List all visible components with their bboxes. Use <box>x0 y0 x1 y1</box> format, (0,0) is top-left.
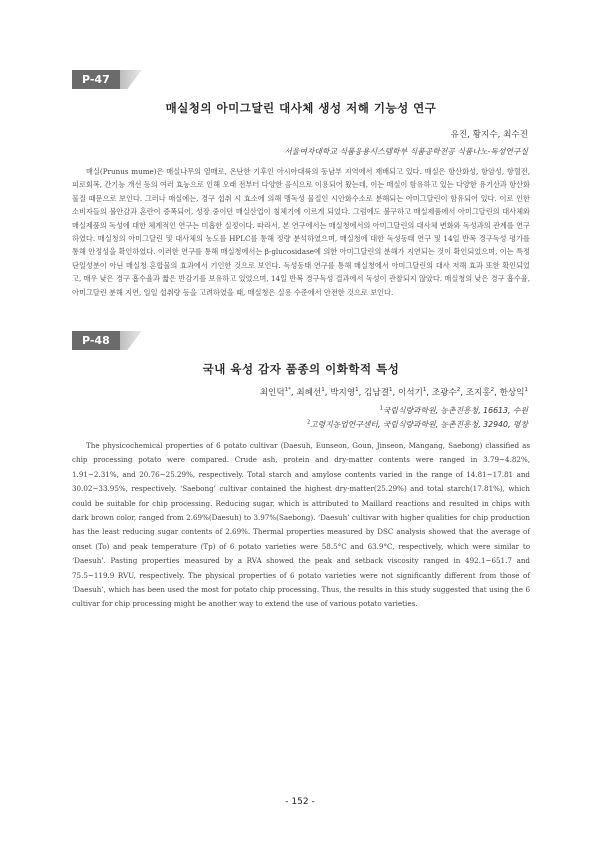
author-sup: 1 <box>422 387 427 394</box>
abstract-body: 매실(Prunus mume)은 매실나무의 열매로, 온난한 기후인 아시아대륙의 동남부 지역에서 재배되고 있다. 매실은 항산화성, 항암성, 항혈전, 피로회복, 간기능 개선 등의 여러 효능으로 인해 오래 전부터 다양한 음식으로 이용되어 왔는데, 이는 매실이 함유하고 있는 다양한 유기산과 항산화물질 때문으로 보인다. 그러나 매실에는, 경구 섭취 시 효소에 의해 맹독성 물질인 시안화수소로 분해되는 아미그달린이 함유되어 있다. 이로 인한 소비자들의 불안감과 혼란이 증폭되어, 성장 중이던 매실산업이 침체기에 이르게 되었다. 그럼에도 불구하고 매실제품에서 아미그달린의 대사체와 매실제품의 독성에 대한 체계적인 연구는 미흡한 실정이다. 따라서, 본 연구에서는 매실청에서의 아미그달린의 대사체 변화와 독성과의 관계를 연구하였다. 매실청의 아미그달린 및 대사체의 농도를 HPLC를 통해 정량 분석하였으며, 매실청에 대한 독성동태 연구 및 14일 반복 경구독성 평가를 통해 안정성을 확인하였다. 이러한 연구를 통해 매실청에서는 β-glucosidase에 의한 아미그달린의 분해가 지연되는 것이 확인되었으며, 이는 특정 단일성분이 아닌 매실청 혼합물의 효과에서 기인한 것으로 보인다. 독성동태 연구를 통해 매실청에서 아미그달린의 대사 저해 효과 또한 확인되었고, 매우 낮은 경구 흡수율과 짧은 반감기를 보유하고 있었으며, 14일 반복 경구독성 결과에서 독성이 관찰되지 않았다. 매실청의 낮은 경구 흡수율, 아미그달린 분해 지연, 일일 섭취량 등을 고려하였을 때, 매실청은 실용 수준에서 안전한 것으로 보인다. <box>72 167 530 297</box>
abstract-affiliation <box>380 405 528 416</box>
author: 이석기 <box>397 388 423 398</box>
affiliation-text: 국립식량과학원, 농촌진흥청, 16613, 수원 <box>382 406 528 415</box>
tag-decoration <box>120 70 142 89</box>
author: 최혜선 <box>296 388 322 398</box>
abstract-tag <box>72 70 142 89</box>
author: 박지영 <box>330 388 356 398</box>
abstract-body: The physicochemical properties of 6 potato cultivar (Daesuh, Eunseon, Goun, Jinseon, Mangang, Saebong) classified as chip processing potato were compared. Crude ash, protein and dry-matter contents were ranged in 3.79~4.82%, 1.91~2.31%, and 20.76~25.29%, respectively. Total starch and amylose contents varied in the range of 14.81~17.81 and 30.02~33.95%, respectively. ‘Saebong’ cultivar contained the highest dry-matter(25.29%) and total starch(17.81%), which could be suitable for chip processing. Reducing sugar, which is attributed to Maillard reactions and resulted in chips with dark brown color, ranged from 2.69%(Daesuh) to 3.97%(Saebong). ‘Daesuh’ cultivar with higher qualities for chip production has the least reducing sugar contents of 2.69%. Thermal properties measured by DSC analysis showed that the average of onset (To) and peak temperature (Tp) of 6 potato varieties were 58.5°C and 63.9°C, respectively, which were similar to ‘Daesuh’. Pasting properties measured by a RVA showed the peak and setback viscosity ranged in 492.1~651.7 and 75.5~119.9 RVU, respectively. The physical properties of 6 potato varieties were not significantly different from those of ‘Daesuh’, which has been used the most for potato chip processing. Thus, the results in this study suggested that using the 6 cultivar for chip processing might be another way to extend the use of various potato varieties. <box>72 441 530 609</box>
author: 조지홍 <box>465 388 491 398</box>
author-sup: 1 <box>355 387 359 394</box>
abstract-tag <box>72 331 142 350</box>
abstract-tag-label: P-48 <box>72 331 120 350</box>
author: 조광수 <box>431 388 457 398</box>
abstract-authors: 유진, 황지수, 최수진 <box>450 130 528 140</box>
affiliation-sup: 2 <box>306 419 311 426</box>
author: 한상익 <box>499 388 525 398</box>
abstract-tag-label: P-47 <box>72 70 120 89</box>
author: 김남결 <box>364 388 389 398</box>
author: 최인덕 <box>259 388 285 398</box>
abstract-affiliation: 서울여자대학교 식품응용시스템학부 식품공학전공 식품나노-독성연구실 <box>284 147 528 156</box>
author-sup: 1* <box>284 387 291 394</box>
author-sup: 1 <box>524 387 528 394</box>
abstract-authors: 최인덕$^{1*}$, 최혜선$^1$, 박지영$^1$, 김남결$^1$, 이석기$^1$, 조광수$^2$, 조지홍$^2$, 한상익$^1$ <box>259 387 528 398</box>
page-number: - 152 - <box>285 797 315 807</box>
abstract-title: 국내 육성 감자 품종의 이화학적 특성 <box>202 362 400 376</box>
affiliation-sup: 1 <box>379 405 383 412</box>
author-sup: 2 <box>456 387 461 394</box>
affiliation-text: 고령지농업연구센터, 국립식량과학원, 농촌진흥청, 32940, 평창 <box>310 420 528 429</box>
author-sup: 1 <box>389 387 393 394</box>
author-sup: 2 <box>490 387 495 394</box>
tag-decoration <box>120 331 142 350</box>
author-sup: 1 <box>321 387 325 394</box>
abstract-affiliation <box>307 419 528 430</box>
abstract-title: 매실청의 아미그달린 대사체 생성 저해 기능성 연구 <box>165 101 437 115</box>
